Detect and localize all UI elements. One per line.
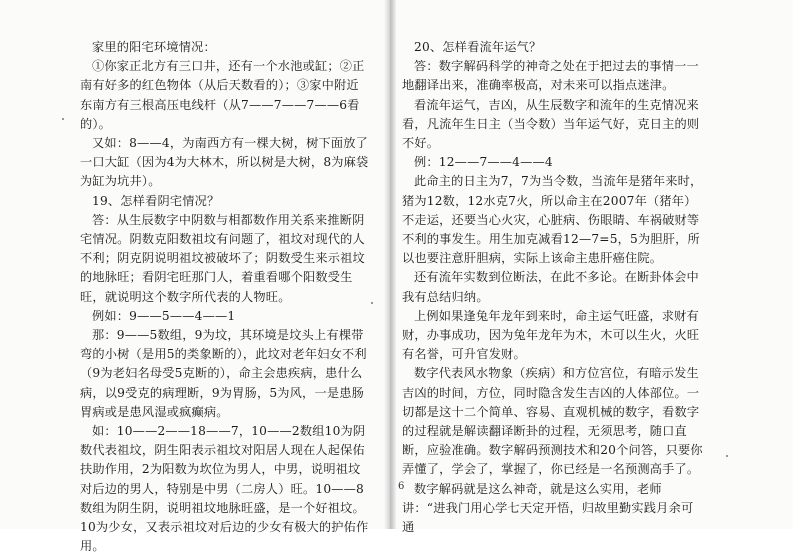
- paragraph: 数字代表风水物象（疾病）和方位宫位，有暗示发生吉凶的时间，方位，同时隐含发生吉凶的人体部位。一切都是这十二个简单、容易、直观机械的数字，看数字的过程就是解读翻译断卦的过程，无须思考，随口直断，应验准确。数字解码预测技术和20个问答，只要你弄懂了，学会了，掌握了，你已经是一名预测高手了。: [402, 366, 703, 477]
- paragraph: 家里的阳宅环境情况：: [92, 40, 216, 54]
- paragraph: 那：9——5数组，9为坟，其环境是坟头上有棵带弯的小树（是用5的类象断的），此坟对老年妇女不利（9为老妇名母受5克断的），命主会患疾病，患什么病，以9受克的病理断，9为胃肠，5为风，一是患肠胃病或是患风湿或疯癫病。: [80, 328, 367, 419]
- page-number: 6: [398, 481, 405, 492]
- paragraph: ①你家正北方有三口井，还有一个水池或缸；②正南有好多的红色物体（从后天数看的）；③家中附近东南方有三根高压电线杆（从7——7——7——6看的）。: [80, 59, 365, 131]
- left-column: [80, 38, 370, 556]
- paragraph: 答：数字解码科学的神奇之处在于把过去的事情一一地翻译出来，准确率极高，对未来可以指点迷津。: [402, 59, 699, 93]
- book-gutter: [384, 0, 396, 529]
- scan-speck: [371, 302, 373, 304]
- paragraph: 还有流年实数到位断法，在此不多论。在断卦体会中我有总结归纳。: [402, 270, 699, 304]
- scan-speck: [62, 118, 64, 120]
- scan-speck: [726, 455, 728, 457]
- paragraph: 答：从生辰数字中阴数与相都数作用关系来推断阴宅情况。阴数克阳数祖坟有问题了，祖坟对现代的人不利；阴克阴说明祖坟被破坏了；阴数受生来示祖坟的地脉旺；看阴宅旺那门人，着重看哪个阳数受生旺，就说明这个数字所代表的人物旺。: [80, 212, 365, 304]
- paragraph: 看流年运气，吉凶，从生辰数字和流年的生克情况来看，凡流年生日主（当令数）当年运气好，克日主的则不好。: [402, 97, 700, 151]
- paragraph: 如：10——2——18——7，10——2数组10为阴数代表祖坟，阴生阳表示祖坟对阳居人现在人起保佑扶助作用，2为阳数为坎位为男人，中男，说明祖坟对后边的男人，特别是中男（二房人）旺。10——8数组为阴生阴，说明祖坟地脉旺盛，是一个好祖坟。10为少女，又表示祖坟对后边的少女有极大的护佑作用。: [80, 424, 369, 554]
- paragraph: 上例如果逢兔年龙年到来时，命主运气旺盛，求财有财，办事成功，因为兔年龙年为木，木可以生火，火旺有名誉，可升官发财。: [402, 308, 700, 362]
- paragraph: 此命主的日主为7，7为当令数，当流年是猪年来时，猪为12数，12水克7火，所以命主在2007年（猪年）不走运，还要当心火灾，心脏病、伤眼睛、车祸破财等不利的事发生。用生加克减看12—7=5，5为胆肝，所以也要注意肝胆病，实际上该命主患肝癌住院。: [402, 174, 703, 266]
- paragraph: 数字解码就是这么神奇，就是这么实用，老师讲：“进我门用心学七天定开悟，归故里勤实践月余可通: [402, 481, 694, 535]
- example-line: 例：12——7——4——4: [414, 155, 553, 170]
- paragraph: 又如：8——4，为南西方有一棵大树，树下面放了一口大缸（因为4为大林木，所以树是大树，8为麻袋为缸为坑井）。: [80, 136, 369, 189]
- right-column: [402, 38, 705, 537]
- example-line: 例如：9——5——4——1: [92, 308, 236, 323]
- section-heading: 19、怎样看阴宅情况？: [92, 193, 220, 208]
- section-heading: 20、怎样看流年运气？: [414, 40, 542, 54]
